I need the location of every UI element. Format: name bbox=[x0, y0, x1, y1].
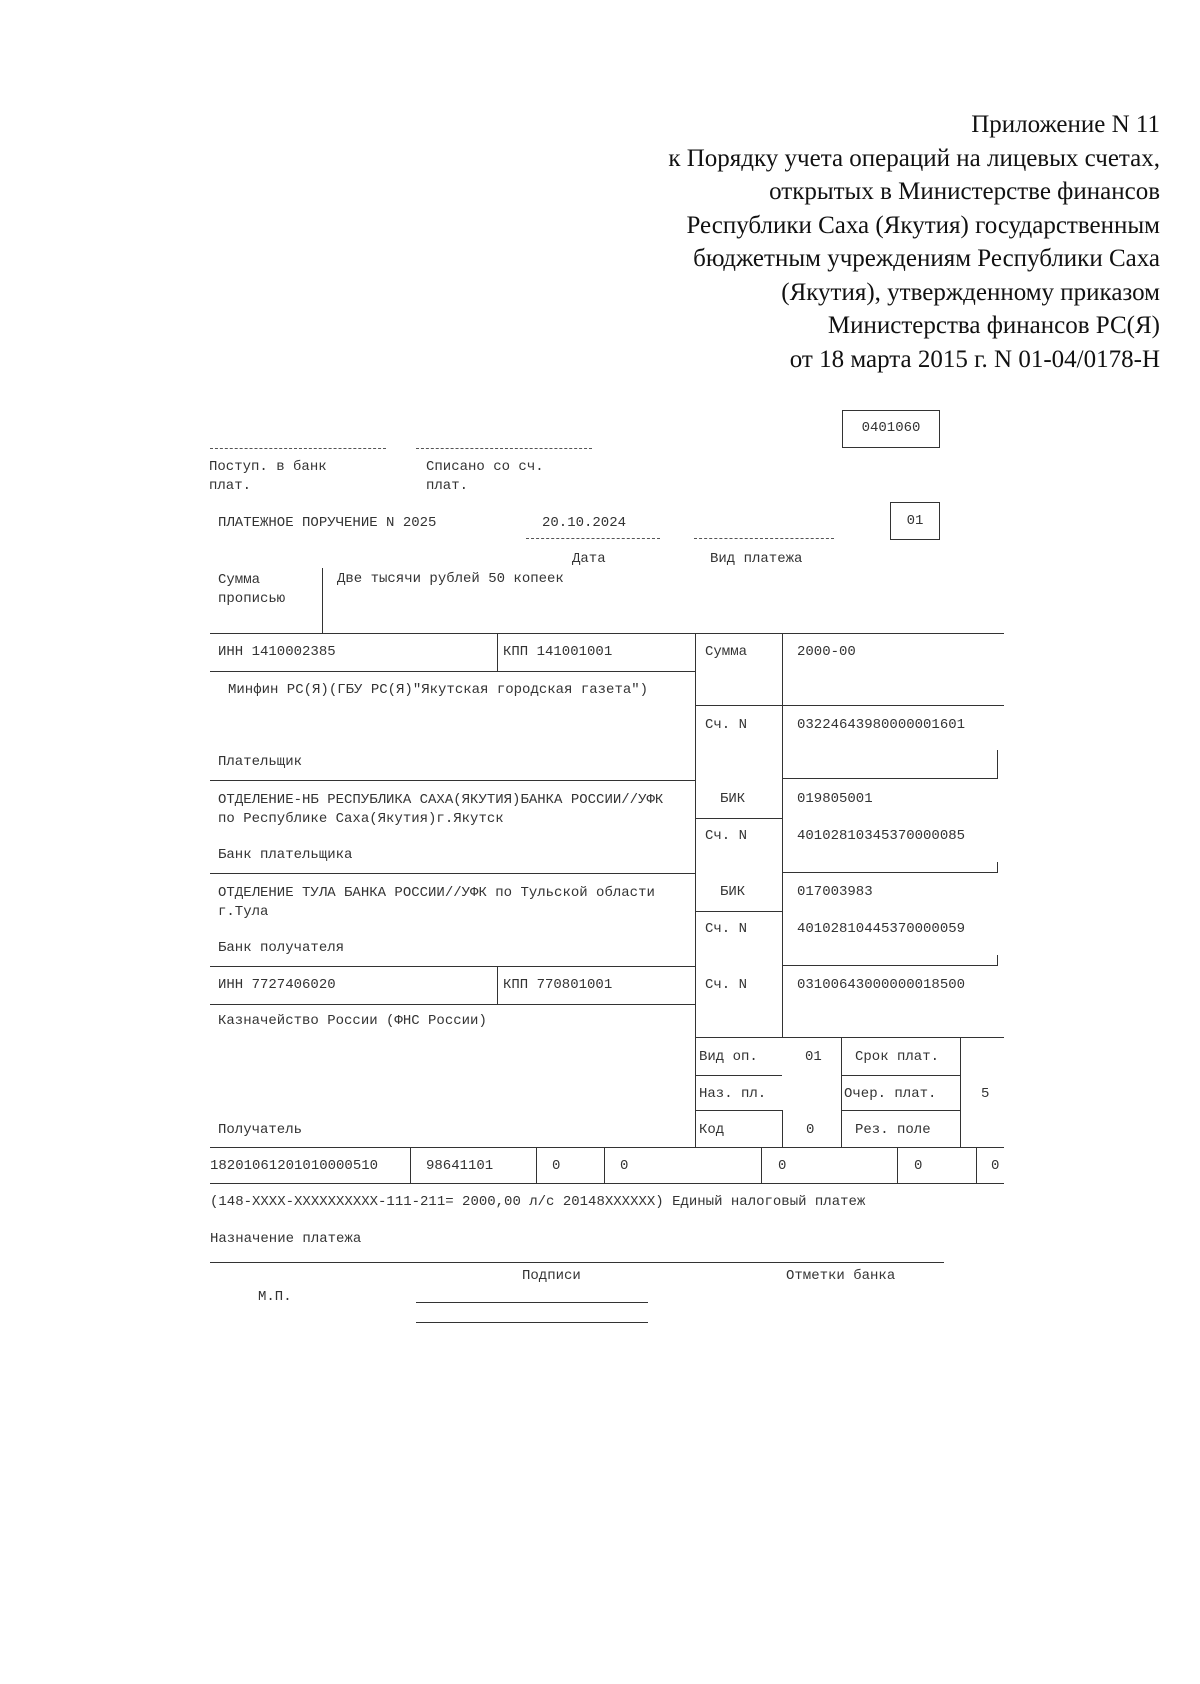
payer-name: Минфин РС(Я)(ГБУ РС(Я)"Якутская городская газета") bbox=[228, 682, 649, 698]
tax-field-kbk: 18201061201010000510 bbox=[210, 1158, 379, 1174]
stamp-label: М.П. bbox=[258, 1289, 292, 1305]
payee-bank-bik: 017003983 bbox=[797, 884, 873, 900]
payee-bank-account: 40102810445370000059 bbox=[797, 921, 966, 937]
bank-marks-label: Отметки банка bbox=[786, 1268, 896, 1284]
payer-account: 03224643980000001601 bbox=[797, 717, 966, 733]
tax-field: 0 bbox=[552, 1158, 561, 1174]
amount-value: 2000-00 bbox=[797, 644, 856, 660]
payee-name: Казначейство России (ФНС России) bbox=[218, 1013, 487, 1029]
header-line: (Якутия), утвержденному приказом bbox=[781, 278, 1160, 306]
payer-bank-label: Банк плательщика bbox=[218, 847, 353, 863]
amount-words: Две тысячи рублей 50 копеек bbox=[337, 571, 564, 587]
payment-type-line bbox=[694, 538, 834, 539]
header-line: открытых в Министерстве финансов bbox=[769, 178, 1160, 205]
date-line bbox=[526, 538, 660, 539]
priority-label: Очер. плат. bbox=[844, 1086, 937, 1102]
tax-field: 0 bbox=[620, 1158, 629, 1174]
received-date-line bbox=[210, 448, 386, 449]
amount-label: Сумма bbox=[705, 644, 748, 660]
payer-bank-account: 40102810345370000085 bbox=[797, 828, 966, 844]
order-date: 20.10.2024 bbox=[542, 515, 627, 531]
code-label: Код bbox=[699, 1122, 725, 1138]
purpose-code-label: Наз. пл. bbox=[699, 1086, 767, 1102]
payee-bank-label: Банк получателя bbox=[218, 940, 345, 956]
payee-bank-name: ОТДЕЛЕНИЕ ТУЛА БАНКА РОССИИ//УФК по Тульской области г.Тула bbox=[218, 885, 655, 920]
payer-bank-bik: 019805001 bbox=[797, 791, 873, 807]
date-label: Дата bbox=[572, 551, 606, 567]
payer-inn: ИНН 1410002385 bbox=[218, 644, 336, 660]
op-type: 01 bbox=[805, 1049, 822, 1065]
header-line: к Порядку учета операций на лицевых счетах, bbox=[668, 144, 1160, 172]
tax-field: 0 bbox=[991, 1158, 1000, 1174]
tax-field: 0 bbox=[914, 1158, 923, 1174]
header-line: бюджетным учреждениям Республики Саха bbox=[693, 245, 1160, 272]
payee-kpp: КПП 770801001 bbox=[503, 977, 613, 993]
purpose-label: Назначение платежа bbox=[210, 1231, 362, 1247]
payer-kpp: КПП 141001001 bbox=[503, 644, 613, 660]
received-label: Поступ. в банк плат. bbox=[209, 459, 327, 494]
code: 0 bbox=[806, 1122, 815, 1138]
payee-inn: ИНН 7727406020 bbox=[218, 977, 336, 993]
payee-label: Получатель bbox=[218, 1122, 303, 1138]
payee-bank-bik-label: БИК bbox=[720, 884, 746, 900]
header-line: Республики Саха (Якутия) государственным bbox=[686, 211, 1160, 239]
signatures-label: Подписи bbox=[522, 1268, 581, 1284]
payer-account-label: Сч. N bbox=[705, 717, 748, 733]
signature-line bbox=[416, 1322, 648, 1323]
form-title: ПЛАТЕЖНОЕ ПОРУЧЕНИЕ N 2025 bbox=[218, 515, 437, 531]
tax-field: 0 bbox=[778, 1158, 787, 1174]
signature-line bbox=[416, 1302, 648, 1303]
payee-bank-account-label: Сч. N bbox=[705, 921, 748, 937]
header-line: Приложение N 11 bbox=[971, 111, 1160, 138]
debited-date-line bbox=[416, 448, 592, 449]
purpose-text: (148-XXXX-XXXXXXXXXX-111-211= 2000,00 л/с 20148XXXXXX) Единый налоговый платеж bbox=[210, 1194, 866, 1210]
header-line: Министерства финансов РС(Я) bbox=[827, 312, 1160, 339]
header-line: от 18 марта 2015 г. N 01-04/0178-Н bbox=[789, 345, 1160, 373]
op-type-label: Вид оп. bbox=[699, 1049, 758, 1065]
payer-bank-bik-label: БИК bbox=[720, 791, 746, 807]
priority: 5 bbox=[981, 1086, 990, 1102]
okud-code: 0401060 bbox=[861, 420, 921, 436]
status-code: 01 bbox=[906, 513, 924, 529]
payee-account: 03100643000000018500 bbox=[797, 977, 966, 993]
amount-words-label: Сумма прописью bbox=[218, 572, 286, 607]
payee-account-label: Сч. N bbox=[705, 977, 748, 993]
reserve-label: Рез. поле bbox=[855, 1122, 931, 1138]
appendix-header bbox=[460, 108, 1160, 376]
due-label: Срок плат. bbox=[855, 1049, 940, 1065]
debited-label: Списано со сч. плат. bbox=[426, 459, 544, 494]
payer-bank-name: ОТДЕЛЕНИЕ-НБ РЕСПУБЛИКА САХА(ЯКУТИЯ)БАНКА РОССИИ//УФК по Республике Саха(Якутия)г.Якутск bbox=[218, 792, 664, 827]
tax-field-oktmo: 98641101 bbox=[426, 1158, 494, 1174]
payer-label: Плательщик bbox=[218, 754, 303, 770]
payment-type-label: Вид платежа bbox=[710, 551, 803, 567]
payer-bank-account-label: Сч. N bbox=[705, 828, 748, 844]
